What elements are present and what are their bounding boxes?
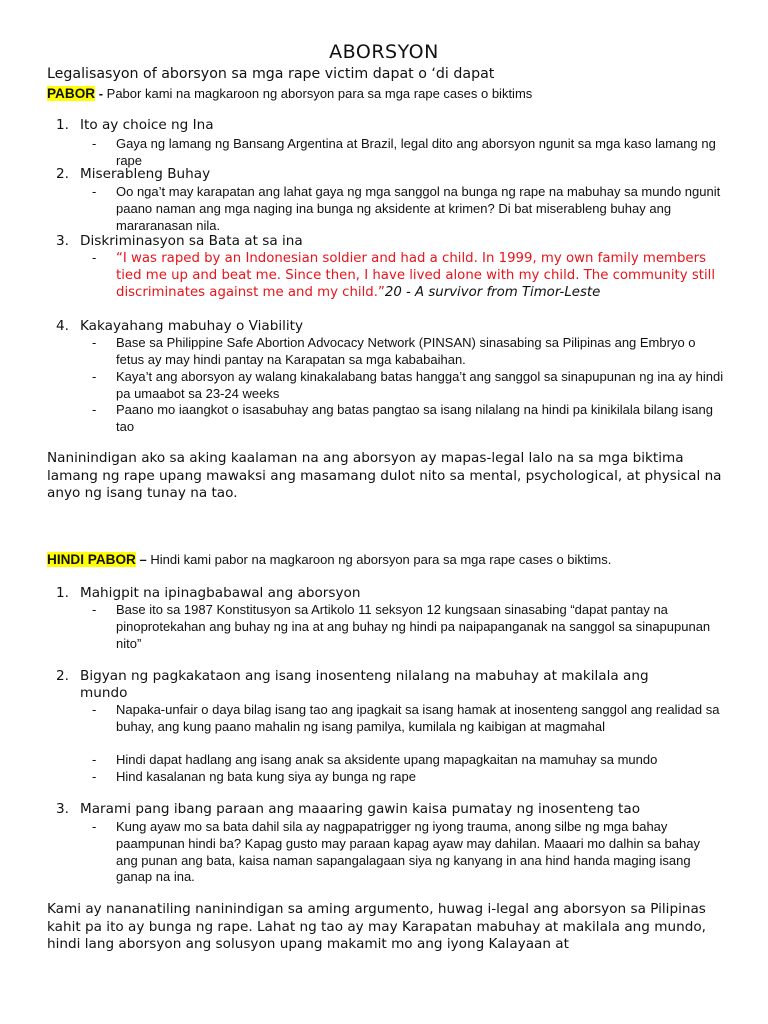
hindi-pabor-separator: – xyxy=(135,552,151,567)
bullet-dash: - xyxy=(92,250,97,265)
hindi-pabor-item-2-bullet-2 xyxy=(92,752,724,769)
pabor-item-4-bullet-3 xyxy=(92,402,724,436)
bullet-dash: - xyxy=(92,369,97,384)
item-number: 1. xyxy=(56,117,69,133)
survivor-quote xyxy=(116,250,724,301)
bullet-dash: - xyxy=(92,769,97,784)
pabor-item-3 xyxy=(56,233,728,250)
hindi-pabor-item-1 xyxy=(56,585,728,602)
pabor-item-1 xyxy=(56,117,728,134)
item-heading: Kakayahang mabuhay o Viability xyxy=(80,318,304,334)
hindi-pabor-conclusion: Kami ay nananatiling naninindigan sa aming argumento, huwag i-legal ang aborsyon sa Pilipinas kahit pa ito ay bunga ng rape. Lahat ng tao ay may Karapatan mabuhay at makilala ang mundo, hindi lang aborsyon ang solusyon upang makamit mo ang iyong Kalayaan at xyxy=(47,901,706,953)
bullet-dash: - xyxy=(92,602,97,617)
bullet-dash: - xyxy=(92,702,97,717)
item-heading: Mahigpit na ipinagbabawal ang aborsyon xyxy=(80,585,361,601)
hindi-pabor-item-2 xyxy=(56,668,728,702)
pabor-item-4-bullet-2 xyxy=(92,369,724,403)
pabor-item-4-bullet-1 xyxy=(92,335,724,369)
item-heading: Ito ay choice ng Ina xyxy=(80,117,214,133)
document-title: ABORSYON xyxy=(329,41,439,63)
pabor-header xyxy=(47,86,532,101)
item-number: 4. xyxy=(56,318,69,334)
bullet-text: Kung ayaw mo sa bata dahil sila ay nagpapatrigger ng iyong trauma, anong silbe ng mga bahay paampunan hindi ba? Kapag gusto may paraan kapag ayaw may dahilan. Maaari mo dalhin sa bahay ang punan ang bata, kaisa naman sapangalagaan siya ng kanyang in ana hind handa maging isang ganap na ina. xyxy=(116,819,700,885)
pabor-intro: Pabor kami na magkaroon ng aborsyon para sa mga rape cases o biktims xyxy=(106,86,533,101)
bullet-dash: - xyxy=(92,335,97,350)
pabor-item-1-bullet-1 xyxy=(92,136,724,170)
pabor-item-3-quote xyxy=(92,250,724,301)
pabor-separator: - xyxy=(95,86,107,101)
bullet-dash: - xyxy=(92,819,97,834)
bullet-text: Oo nga’t may karapatan ang lahat gaya ng mga sanggol na bunga ng rape na mabuhay sa mundo ngunit paano naman ang mga naging ina bunga ng aksidente at krimen? Di bat miserableng buhay ang mararanasan nila. xyxy=(116,184,721,233)
item-number: 2. xyxy=(56,166,69,182)
bullet-text: Hind kasalanan ng bata kung siya ay bunga ng rape xyxy=(116,769,416,784)
hindi-pabor-item-2-bullet-1 xyxy=(92,702,724,736)
item-heading: Diskriminasyon sa Bata at sa ina xyxy=(80,233,303,249)
item-heading: Marami pang ibang paraan ang maaaring gawin kaisa pumatay ng inosenteng tao xyxy=(80,801,641,817)
pabor-item-2 xyxy=(56,166,728,183)
item-number: 3. xyxy=(56,801,69,817)
bullet-text: Base sa Philippine Safe Abortion Advocacy Network (PINSAN) sinasabing sa Pilipinas ang Embryo o fetus ay may hindi pantay na Karapatan sa mga kababaihan. xyxy=(116,335,696,367)
bullet-dash: - xyxy=(92,752,97,767)
bullet-text: Kaya’t ang aborsyon ay walang kinakalabang batas hangga’t ang sanggol sa sinapupunan ng ina ay hindi pa umaabot sa 23-24 weeks xyxy=(116,369,724,401)
pabor-label: PABOR xyxy=(47,86,96,101)
bullet-dash: - xyxy=(92,184,97,199)
bullet-text: Gaya ng lamang ng Bansang Argentina at Brazil, legal dito ang aborsyon ngunit sa mga kaso lamang ng rape xyxy=(116,136,716,168)
bullet-dash: - xyxy=(92,136,97,151)
hindi-pabor-item-2-bullet-3 xyxy=(92,769,724,786)
hindi-pabor-label: HINDI PABOR xyxy=(47,552,136,567)
item-heading: Bigyan ng pagkakataon ang isang inosenteng nilalang na mabuhay at makilala ang mundo xyxy=(80,668,649,701)
bullet-dash: - xyxy=(92,402,97,417)
quote-citation: 20 - A survivor from Timor-Leste xyxy=(384,285,601,300)
bullet-text: Hindi dapat hadlang ang isang anak sa aksidente upang mapagkaitan na mamuhay sa mundo xyxy=(116,752,658,767)
pabor-conclusion: Naninindigan ako sa aking kaalaman na ang aborsyon ay mapas-legal lalo na sa mga biktima lamang ng rape upang mawaksi ang masamang dulot nito sa mental, psychological, at physical na anyo ng isang tunay na tao. xyxy=(47,450,722,502)
item-number: 1. xyxy=(56,585,69,601)
item-number: 2. xyxy=(56,668,69,684)
hindi-pabor-intro: Hindi kami pabor na magkaroon ng aborsyon para sa mga rape cases o biktims. xyxy=(150,552,612,567)
pabor-item-2-bullet-1 xyxy=(92,184,724,234)
quote-text: “I was raped by an Indonesian soldier and had a child. In 1999, my own family members tied me up and beat me. Since then, I have lived alone with my child. The community still discriminates against me and my child.” xyxy=(116,251,716,300)
item-heading: Miserableng Buhay xyxy=(80,166,211,182)
hindi-pabor-header xyxy=(47,552,611,567)
bullet-text: Paano mo iaangkot o isasabuhay ang batas pangtao sa isang nilalang na hindi pa kinikilala bilang isang tao xyxy=(116,402,713,434)
hindi-pabor-item-3 xyxy=(56,801,728,818)
bullet-text: Base ito sa 1987 Konstitusyon sa Artikolo 11 seksyon 12 kungsaan sinasabing “dapat pantay na pinoprotekahan ang buhay ng ina at ang buhay ng hindi pa naipapanganak na sanggol sa sinapupunan nito” xyxy=(116,602,711,651)
pabor-item-4 xyxy=(56,318,728,335)
item-number: 3. xyxy=(56,233,69,249)
hindi-pabor-item-3-bullet-1 xyxy=(92,819,724,886)
hindi-pabor-item-1-bullet-1 xyxy=(92,602,724,652)
document-subtitle: Legalisasyon of aborsyon sa mga rape victim dapat o ‘di dapat xyxy=(47,66,495,82)
bullet-text: Napaka-unfair o daya bilag isang tao ang ipagkait sa isang hamak at inosenteng sanggol ang realidad sa buhay, ang kung paano mahalin ng isang pamilya, kumilala ng kaibigan at magmahal xyxy=(116,702,720,734)
